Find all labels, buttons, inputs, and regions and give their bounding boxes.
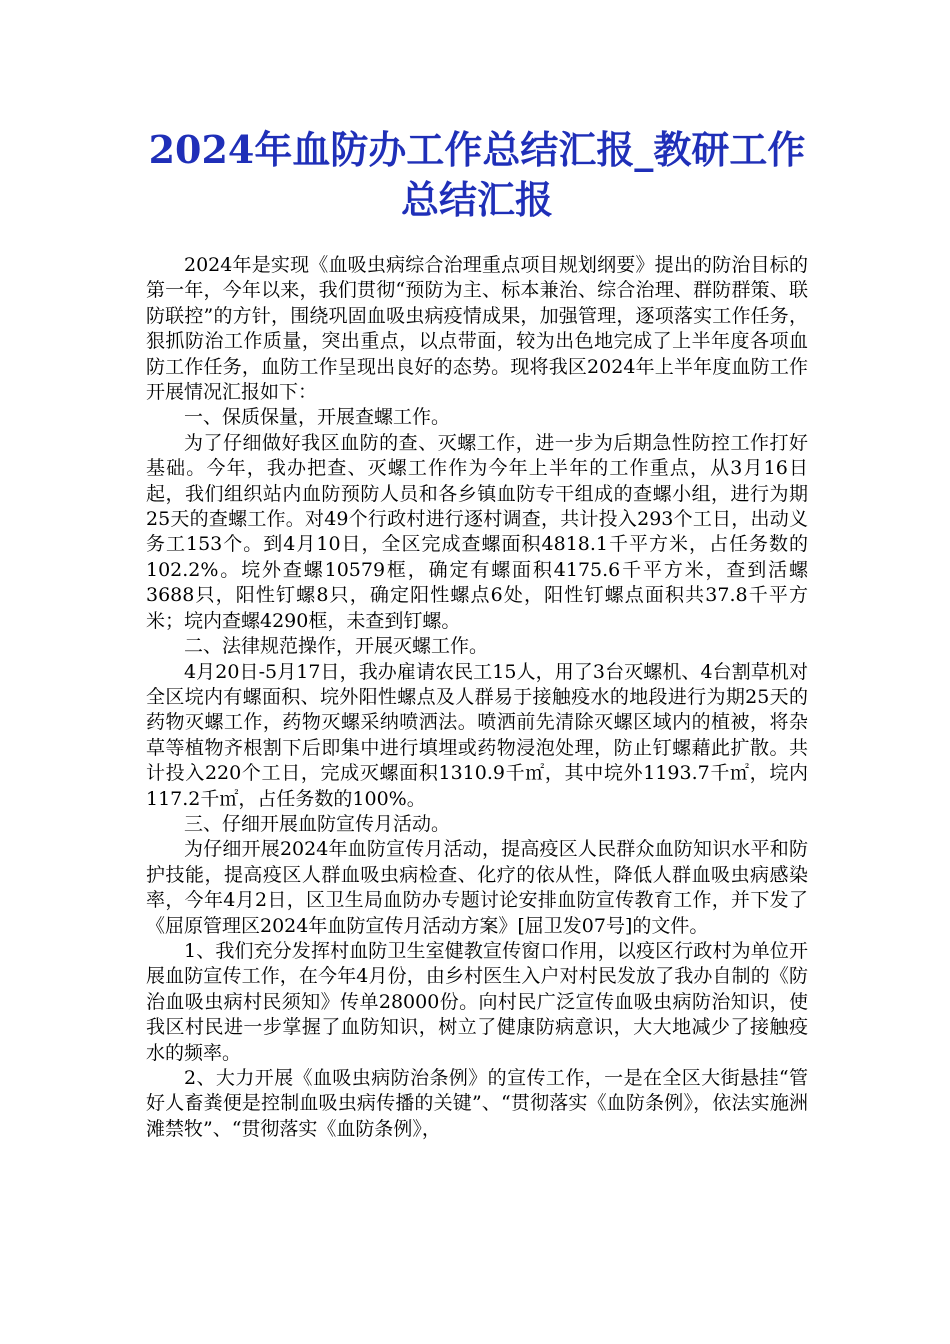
paragraph-publicity-month: 为仔细开展2024年血防宣传月活动，提高疫区人民群众血防知识水平和防护技能，提高疫区人群血吸虫病检查、化疗的依从性，降低人群血吸虫病感染率，今年4月2日，区卫生局血防办专题讨论安排血防宣传教育工作，并下发了《屈原管理区2024年血防宣传月活动方案》[屈卫发07号]的文件。 bbox=[146, 838, 808, 937]
paragraph-item-1: 1、我们充分发挥村血防卫生室健教宣传窗口作用，以疫区行政村为单位开展血防宣传工作，在今年4月份，由乡村医生入户对村民发放了我办自制的《防治血吸虫病村民须知》传单28000份。向村民广泛宣传血吸虫病防治知识，使我区村民进一步掌握了血防知识，树立了健康防病意识，大大地减少了接触疫水的频率。 bbox=[146, 939, 808, 1064]
document-page bbox=[146, 125, 808, 1142]
paragraph-intro: 2024年是实现《血吸虫病综合治理重点项目规划纲要》提出的防治目标的第一年，今年以来，我们贯彻“预防为主、标本兼治、综合治理、群防群策、联防联控”的方针，围绕巩固血吸虫病疫情成果，加强管理，逐项落实工作任务，狠抓防治工作质量，突出重点，以点带面，较为出色地完成了上半年度各项血防工作任务，血防工作呈现出良好的态势。现将我区2024年上半年度血防工作开展情况汇报如下： bbox=[146, 254, 808, 404]
document-title: 2024年血防办工作总结汇报_教研工作总结汇报 bbox=[148, 127, 806, 222]
section-heading-1: 一、保质保量，开展查螺工作。 bbox=[184, 406, 451, 429]
paragraph-snail-survey: 为了仔细做好我区血防的查、灭螺工作，进一步为后期急性防控工作打好基础。今年，我办把查、灭螺工作作为今年上半年的工作重点，从3月16日起，我们组织站内血防预防人员和各乡镇血防专干组成的查螺小组，进行为期25天的查螺工作。对49个行政村进行逐村调查，共计投入293个工日，出动义务工153个。到4月10日，全区完成查螺面积4818.1千平方米，占任务数的102.2%。垸外查螺10579框，确定有螺面积4175.6千平方米，查到活螺3688只，阳性钉螺8只，确定阳性螺点6处，阳性钉螺点面积共37.8千平方米；垸内查螺4290框，未查到钉螺。 bbox=[146, 431, 808, 632]
paragraph-item-2: 2、大力开展《血吸虫病防治条例》的宣传工作，一是在全区大街悬挂“管好人畜粪便是控制血吸虫病传播的关键”、“贯彻落实《血防条例》，依法实施洲滩禁牧”、“贯彻落实《血防条例》， bbox=[146, 1067, 808, 1140]
document-body bbox=[146, 253, 808, 1142]
section-heading-2: 二、法律规范操作，开展灭螺工作。 bbox=[184, 635, 489, 658]
section-heading-3: 三、仔细开展血防宣传月活动。 bbox=[184, 812, 451, 835]
paragraph-snail-control: 4月20日-5月17日，我办雇请农民工15人，用了3台灭螺机、4台割草机对全区垸内有螺面积、垸外阳性螺点及人群易于接触疫水的地段进行为期25天的药物灭螺工作，药物灭螺采纳喷洒法。喷洒前先清除灭螺区域内的植被，将杂草等植物齐根割下后即集中进行填埋或药物浸泡处理，防止钉螺藉此扩散。共计投入220个工日，完成灭螺面积1310.9千㎡，其中垸外1193.7千㎡，垸内117.2千㎡，占任务数的100%。 bbox=[146, 660, 808, 810]
